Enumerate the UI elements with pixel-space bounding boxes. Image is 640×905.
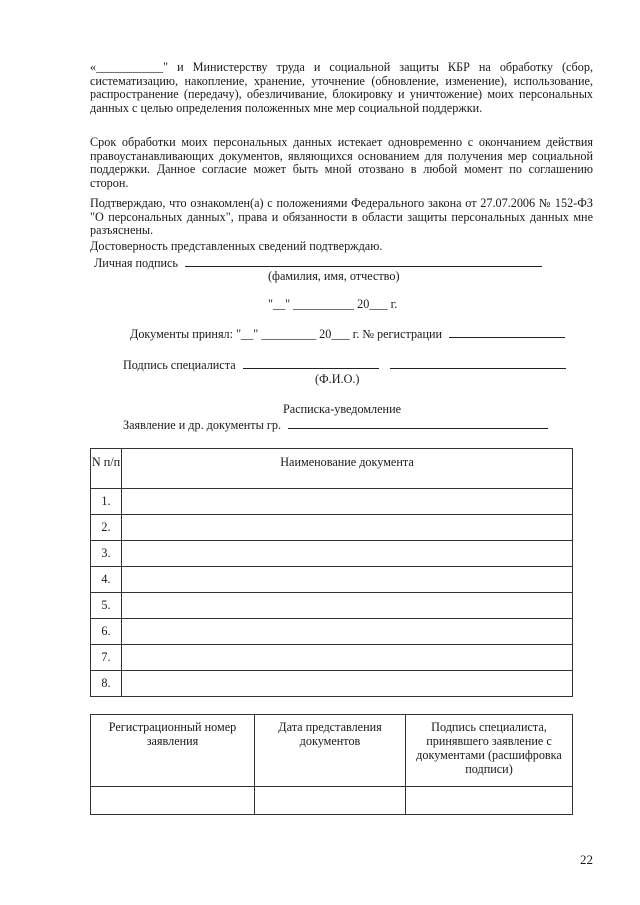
table-row (91, 541, 573, 567)
submission-date-cell[interactable] (255, 787, 406, 815)
consent-paragraph-2: Срок обработки моих персональных данных истекает одновременно с окончанием действия правоустанавливающих документов, являющихся основанием для получения мер социальной поддержки. Данное согласие может быть мной отозвано в любой момент по соглашению сторон. (90, 135, 593, 190)
specialist-sign-line (123, 357, 566, 372)
row-number: 4. (91, 567, 122, 593)
row-number: 3. (91, 541, 122, 567)
document-name-cell[interactable] (122, 671, 573, 697)
citizen-name-field[interactable] (288, 417, 548, 429)
receipt-statement-label: Заявление и др. документы гр. (123, 418, 281, 432)
row-number: 2. (91, 515, 122, 541)
header-number: N п/п (91, 449, 122, 489)
docs-accepted-label: Документы принял: "__" _________ 20___ г. № регистрации (130, 327, 443, 341)
registration-table (90, 714, 573, 815)
table-row (91, 671, 573, 697)
registration-number-cell[interactable] (91, 787, 255, 815)
document-name-cell[interactable] (122, 645, 573, 671)
table-row (91, 515, 573, 541)
table-row (91, 489, 573, 515)
signature-field[interactable] (185, 255, 542, 267)
header-submission-date: Дата представления документов (255, 715, 406, 787)
row-number: 6. (91, 619, 122, 645)
fio-caption: (фамилия, имя, отчество) (268, 269, 400, 283)
consent-date-line: "__" __________ 20___ г. (268, 297, 398, 311)
document-name-cell[interactable] (122, 619, 573, 645)
signature-label: Личная подпись (94, 256, 178, 270)
document-name-cell[interactable] (122, 541, 573, 567)
page-number: 22 (580, 852, 593, 867)
specialist-sign-label: Подпись специалиста (123, 358, 236, 372)
row-number: 5. (91, 593, 122, 619)
table-row (91, 593, 573, 619)
table-row (91, 645, 573, 671)
documents-table (90, 448, 573, 697)
receipt-title: Расписка-уведомление (283, 402, 402, 416)
fio-short-caption: (Ф.И.О.) (315, 372, 360, 386)
document-name-cell[interactable] (122, 593, 573, 619)
header-registration-number: Регистрационный номер заявления (91, 715, 255, 787)
document-name-cell[interactable] (122, 515, 573, 541)
docs-accepted-line (130, 326, 565, 341)
consent-paragraph-3: Подтверждаю, что ознакомлен(а) с положениями Федерального закона от 27.07.2006 № 152-ФЗ "О персональных данных", права и обязанности в области защиты персональных данных мне разъяснены. (90, 196, 593, 238)
document-name-cell[interactable] (122, 567, 573, 593)
consent-paragraph-4: Достоверность представленных сведений подтверждаю. (90, 239, 383, 253)
signature-line (94, 255, 542, 270)
specialist-signature-field[interactable] (243, 357, 379, 369)
consent-paragraph-1: «___________" и Министерству труда и социальной защиты КБР на обработку (сбор, систематизацию, накопление, хранение, уточнение (обновление, изменение), использование, распространение (передачу), обезличивание, блокировку и уничтожение) моих персональных данных с целью определения положенных мне мер социальной поддержки. (90, 60, 593, 115)
receipt-statement-line (123, 417, 548, 432)
row-number: 7. (91, 645, 122, 671)
header-specialist-signature: Подпись специалиста, принявшего заявление с документами (расшифровка подписи) (406, 715, 573, 787)
document-name-cell[interactable] (122, 489, 573, 515)
table-row (91, 619, 573, 645)
row-number: 8. (91, 671, 122, 697)
row-number: 1. (91, 489, 122, 515)
specialist-signature-cell[interactable] (406, 787, 573, 815)
header-document-name: Наименование документа (122, 449, 573, 489)
registration-number-field[interactable] (449, 326, 565, 338)
specialist-name-field[interactable] (390, 357, 566, 369)
table-row (91, 567, 573, 593)
